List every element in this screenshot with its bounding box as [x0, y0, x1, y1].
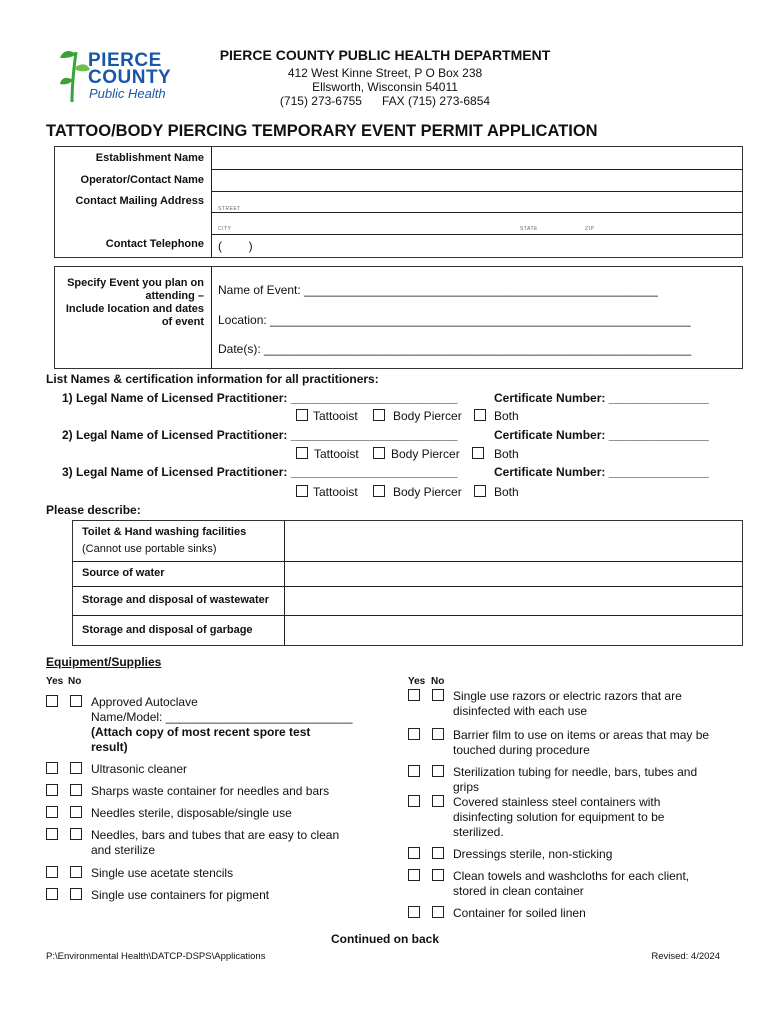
towels-no-checkbox[interactable]	[432, 869, 444, 881]
practitioner-2-both-label: Both	[494, 447, 519, 461]
water-label: Source of water	[82, 567, 165, 579]
toilet-note: (Cannot use portable sinks)	[82, 543, 217, 555]
operator-name-label: Operator/Contact Name	[80, 174, 204, 186]
header-phone: (715) 273-6755 FAX (715) 273-6854	[279, 94, 491, 108]
practitioner-2-name[interactable]: 2) Legal Name of Licensed Practitioner: _________________________	[62, 428, 458, 442]
event-label-2: attending –	[145, 290, 204, 302]
tubing-label-2: grips	[453, 780, 480, 794]
towels-label-2: stored in clean container	[453, 884, 584, 898]
no-header-right: No	[431, 676, 445, 687]
barrier-yes-checkbox[interactable]	[408, 728, 420, 740]
street-hint: STREET	[218, 206, 241, 212]
stencils-no-checkbox[interactable]	[70, 866, 82, 878]
no-header-left: No	[68, 676, 82, 687]
practitioner-1-piercer-checkbox[interactable]	[373, 409, 385, 421]
barrier-label-1: Barrier film to use on items or areas that may be	[453, 728, 710, 742]
practitioner-1-both-label: Both	[494, 409, 519, 423]
linen-label: Container for soiled linen	[453, 906, 586, 920]
bars-yes-checkbox[interactable]	[46, 828, 58, 840]
page-title: TATTOO/BODY PIERCING TEMPORARY EVENT PERMIT APPLICATION	[46, 122, 598, 140]
towels-yes-checkbox[interactable]	[408, 869, 420, 881]
linen-yes-checkbox[interactable]	[408, 906, 420, 918]
toilet-label: Toilet & Hand washing facilities	[82, 526, 247, 538]
bars-label-2: and sterilize	[91, 843, 156, 857]
autoclave-attach-2: result)	[91, 740, 128, 754]
practitioner-3-name[interactable]: 3) Legal Name of Licensed Practitioner: _________________________	[62, 465, 458, 479]
dressings-label: Dressings sterile, non-sticking	[453, 847, 613, 861]
sharps-label: Sharps waste container for needles and bars	[91, 784, 330, 798]
linen-no-checkbox[interactable]	[432, 906, 444, 918]
practitioner-1-both-checkbox[interactable]	[474, 409, 486, 421]
logo-public-health: Public Health	[89, 86, 166, 101]
practitioner-1-cert[interactable]: Certificate Number: _______________	[494, 391, 709, 405]
barrier-label-2: touched during procedure	[453, 743, 590, 757]
mailing-address-label: Contact Mailing Address	[75, 195, 204, 207]
yes-header-left: Yes	[46, 676, 64, 687]
yes-header-right: Yes	[408, 676, 426, 687]
autoclave-attach-1: (Attach copy of most recent spore test	[91, 725, 311, 739]
event-location-field[interactable]: Location: _______________________________________________________________	[218, 313, 691, 327]
practitioner-3-piercer-checkbox[interactable]	[373, 485, 385, 497]
ultrasonic-no-checkbox[interactable]	[70, 762, 82, 774]
practitioner-3-cert[interactable]: Certificate Number: _______________	[494, 465, 709, 479]
telephone-label: Contact Telephone	[105, 238, 204, 250]
toilet-field[interactable]	[286, 522, 741, 560]
practitioner-2-piercer-label: Body Piercer	[391, 447, 460, 461]
practitioner-1-tattooist-checkbox[interactable]	[296, 409, 308, 421]
towels-label-1: Clean towels and washcloths for each client,	[453, 869, 690, 883]
needles-no-checkbox[interactable]	[70, 806, 82, 818]
autoclave-yes-checkbox[interactable]	[46, 695, 58, 707]
leaf-logo-icon	[58, 46, 92, 104]
establishment-name-label: Establishment Name	[95, 152, 204, 164]
steel-no-checkbox[interactable]	[432, 795, 444, 807]
pigment-no-checkbox[interactable]	[70, 888, 82, 900]
header-address2: Ellsworth, Wisconsin 54011	[312, 80, 458, 94]
event-label-4: of event	[161, 316, 204, 328]
practitioner-3-tattooist-label: Tattooist	[313, 485, 358, 499]
equipment-heading: Equipment/Supplies	[46, 655, 162, 669]
sharps-yes-checkbox[interactable]	[46, 784, 58, 796]
header-address1: 412 West Kinne Street, P O Box 238	[287, 66, 483, 80]
autoclave-label: Approved Autoclave	[91, 695, 198, 709]
bars-no-checkbox[interactable]	[70, 828, 82, 840]
razors-yes-checkbox[interactable]	[408, 689, 420, 701]
sharps-no-checkbox[interactable]	[70, 784, 82, 796]
wastewater-label: Storage and disposal of wastewater	[82, 594, 270, 606]
practitioner-1-name[interactable]: 1) Legal Name of Licensed Practitioner: _________________________	[62, 391, 458, 405]
tubing-yes-checkbox[interactable]	[408, 765, 420, 777]
footer-revised: Revised: 4/2024	[651, 951, 720, 962]
garbage-field[interactable]	[286, 617, 741, 645]
steel-label-2: disinfecting solution for equipment to be	[453, 810, 665, 824]
practitioner-2-tattooist-label: Tattooist	[314, 447, 359, 461]
practitioner-3-both-label: Both	[494, 485, 519, 499]
logo-pierce: PIERCE	[88, 50, 162, 71]
footer-path: P:\Environmental Health\DATCP-DSPS\Applications	[46, 951, 266, 962]
stencils-label: Single use acetate stencils	[91, 866, 234, 880]
practitioner-3-both-checkbox[interactable]	[474, 485, 486, 497]
tubing-label-1: Sterilization tubing for needle, bars, tubes and	[453, 765, 698, 779]
practitioner-1-tattooist-label: Tattooist	[313, 409, 358, 423]
telephone-field[interactable]: ( )	[218, 239, 253, 253]
operator-name-field[interactable]	[213, 171, 741, 190]
practitioner-2-piercer-checkbox[interactable]	[373, 447, 385, 459]
ultrasonic-label: Ultrasonic cleaner	[91, 762, 188, 776]
steel-label-3: sterilized.	[453, 825, 504, 839]
water-field[interactable]	[286, 563, 741, 585]
razors-no-checkbox[interactable]	[432, 689, 444, 701]
describe-heading: Please describe:	[46, 503, 141, 517]
practitioner-1-piercer-label: Body Piercer	[393, 409, 462, 423]
ultrasonic-yes-checkbox[interactable]	[46, 762, 58, 774]
practitioners-heading: List Names & certification information for all practitioners:	[46, 372, 379, 386]
event-label-3: Include location and dates	[65, 303, 204, 315]
event-name-field[interactable]: Name of Event: _____________________________________________________	[218, 283, 658, 297]
steel-yes-checkbox[interactable]	[408, 795, 420, 807]
barrier-no-checkbox[interactable]	[432, 728, 444, 740]
pigment-yes-checkbox[interactable]	[46, 888, 58, 900]
header-org: PIERCE COUNTY PUBLIC HEALTH DEPARTMENT	[219, 47, 551, 63]
autoclave-model-field[interactable]: Name/Model: ____________________________	[91, 710, 353, 724]
needles-yes-checkbox[interactable]	[46, 806, 58, 818]
needles-label: Needles sterile, disposable/single use	[91, 806, 292, 820]
event-label-1: Specify Event you plan on	[67, 277, 204, 289]
establishment-name-field[interactable]	[213, 148, 741, 168]
zip-hint: ZIP	[585, 226, 595, 232]
practitioner-2-tattooist-checkbox[interactable]	[296, 447, 308, 459]
practitioner-2-cert[interactable]: Certificate Number: _______________	[494, 428, 709, 442]
practitioner-3-piercer-label: Body Piercer	[393, 485, 462, 499]
logo-county: COUNTY	[88, 67, 172, 88]
practitioner-2-both-checkbox[interactable]	[472, 447, 484, 459]
tubing-no-checkbox[interactable]	[432, 765, 444, 777]
stencils-yes-checkbox[interactable]	[46, 866, 58, 878]
street-field[interactable]	[213, 193, 741, 211]
event-dates-field[interactable]: Date(s): ________________________________________________________________	[218, 342, 692, 356]
pigment-label: Single use containers for pigment	[91, 888, 270, 902]
autoclave-no-checkbox[interactable]	[70, 695, 82, 707]
practitioner-3-tattooist-checkbox[interactable]	[296, 485, 308, 497]
city-hint: CITY	[218, 226, 232, 232]
wastewater-field[interactable]	[286, 588, 741, 614]
dressings-no-checkbox[interactable]	[432, 847, 444, 859]
logo	[58, 46, 188, 106]
state-hint: STATE	[520, 226, 538, 232]
razors-label-2: disinfected with each use	[453, 704, 588, 718]
garbage-label: Storage and disposal of garbage	[82, 624, 253, 636]
city-field[interactable]	[213, 214, 741, 233]
razors-label-1: Single use razors or electric razors that are	[453, 689, 682, 703]
dressings-yes-checkbox[interactable]	[408, 847, 420, 859]
bars-label-1: Needles, bars and tubes that are easy to clean	[91, 828, 340, 842]
steel-label-1: Covered stainless steel containers with	[453, 795, 661, 809]
continued-on-back: Continued on back	[331, 932, 439, 946]
